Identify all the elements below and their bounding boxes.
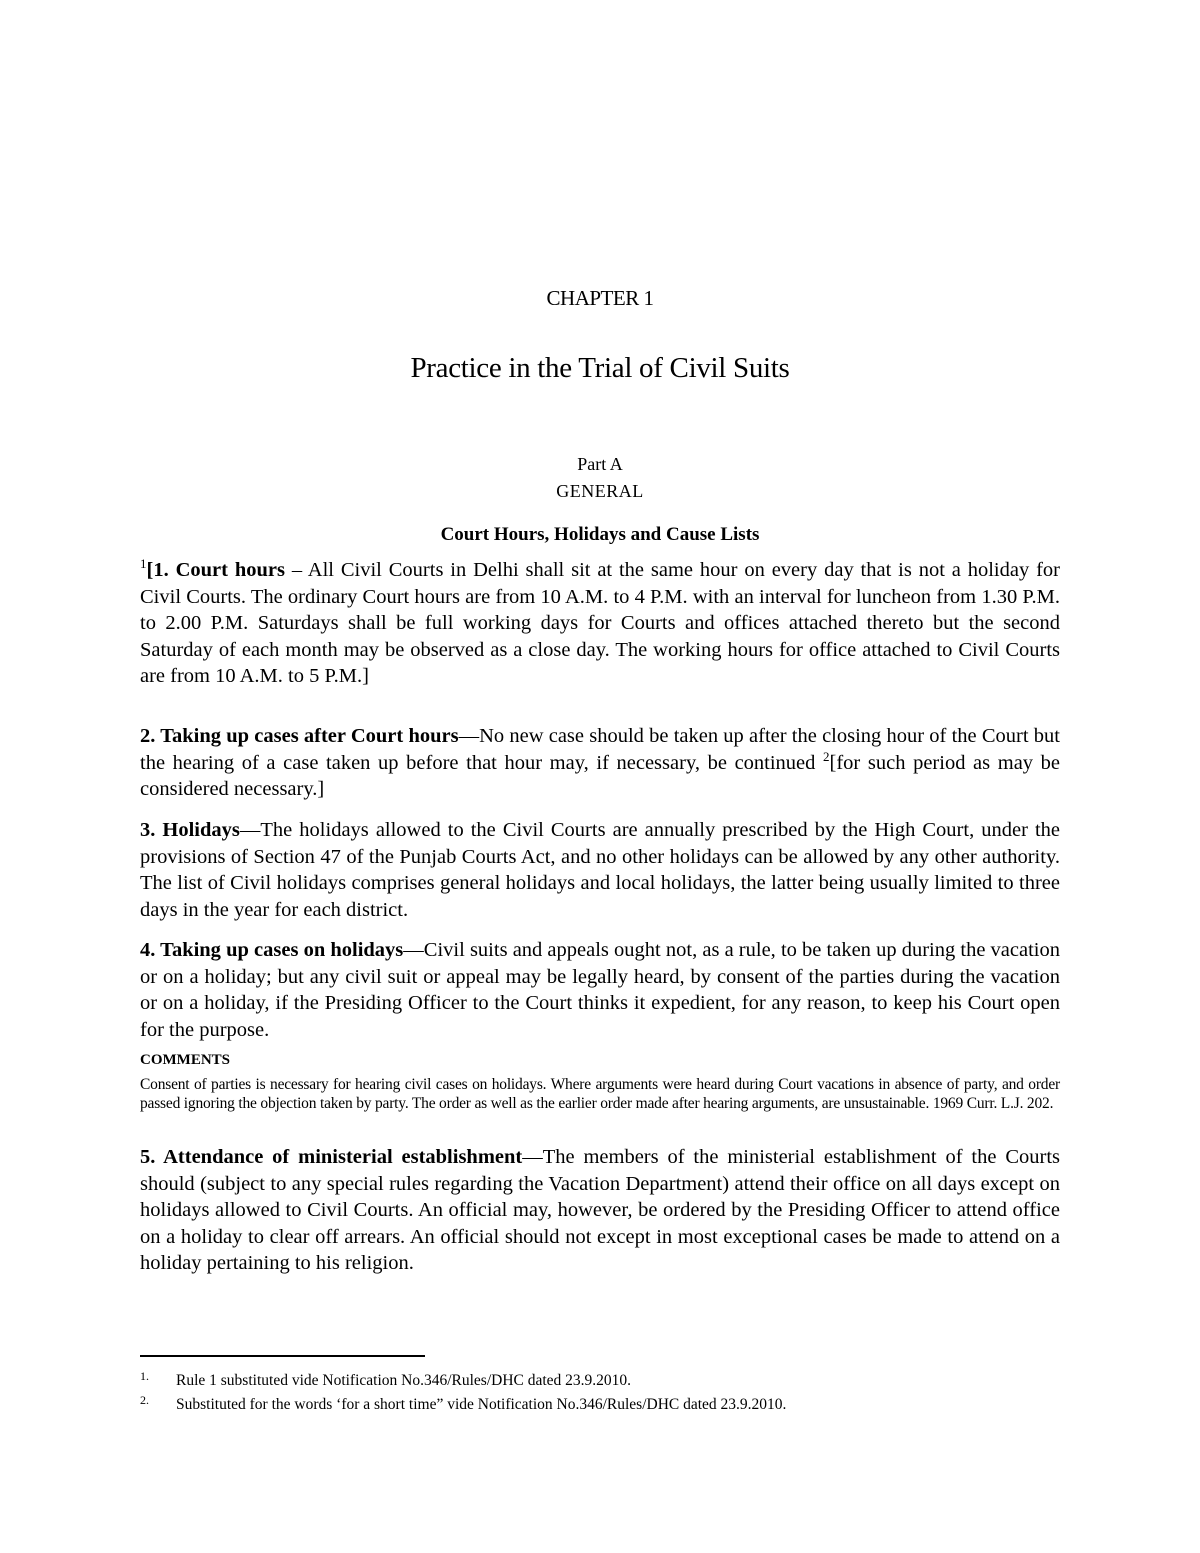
section-heading: Court Hours, Holidays and Cause Lists bbox=[440, 524, 760, 545]
footnote-1-mark: 1. bbox=[140, 1369, 149, 1383]
rule-5 bbox=[140, 1144, 1060, 1277]
rule-4 bbox=[140, 937, 1060, 1043]
rule-4-paragraph bbox=[140, 937, 1060, 1043]
footnote-ref-2[interactable]: 2 bbox=[823, 748, 830, 764]
rule-5-label: 5. Attendance of ministerial establishment bbox=[140, 1146, 523, 1168]
footnote-2-mark: 2. bbox=[140, 1393, 149, 1407]
rule-5-text: —The members of the ministerial establishment of the Courts should (subject to any special rules regarding the Vacation Department) attend their office on all days except on holidays allowed to Civil Courts. An official may, however, be ordered by the Presiding Officer to attend office on a holiday to clear off arrears. An official should not except in most exceptional cases be made to attend on a holiday pertaining to his religion. bbox=[140, 1146, 1060, 1274]
footnote-ref-1[interactable]: 1 bbox=[140, 556, 147, 571]
rule-1-paragraph bbox=[140, 557, 1060, 690]
footnote-2 bbox=[140, 1391, 1060, 1414]
footnote-1 bbox=[140, 1367, 1060, 1390]
rule-1-label: [1. Court hours bbox=[146, 559, 285, 581]
rule-1-text: – All Civil Courts in Delhi shall sit at the same hour on every day that is not a holiday for Civil Courts. The ordinary Court hours are from 10 A.M. to 4 P.M. with an interval for luncheon from 1.30 P.M. to 2.00 P.M. Saturdays shall be full working days for Courts and offices attached thereto but the second Saturday of each month may be observed as a close day. The working hours for office attached to Civil Courts are from 10 A.M. to 5 P.M.] bbox=[140, 559, 1060, 687]
rule-2-text-amended: [for such period as may be considered necessary.] bbox=[140, 751, 1061, 800]
rule-3 bbox=[140, 817, 1060, 923]
rule-2 bbox=[140, 723, 1060, 803]
rule-3-text: —The holidays allowed to the Civil Courts are annually prescribed by the High Court, under the provisions of Section 47 of the Punjab Courts Act, and no other holidays can be allowed by any other authority. The list of Civil holidays comprises general holidays and local holidays, the latter being usually limited to three days in the year for each district. bbox=[140, 819, 1060, 921]
comments-text: Consent of parties is necessary for hearing civil cases on holidays. Where arguments were heard during Court vacations in absence of party, and order passed ignoring the objection taken by party. The order as well as the earlier order made after hearing arguments, are unsustainable. 1969 Curr. L.J. 202. bbox=[140, 1076, 1060, 1112]
footnote-divider bbox=[140, 1355, 425, 1357]
rule-1 bbox=[140, 557, 1060, 690]
rule-3-label: 3. Holidays bbox=[140, 819, 240, 841]
rule-5-paragraph bbox=[140, 1144, 1060, 1277]
section-label: GENERAL bbox=[556, 481, 644, 501]
footnote-2-text: Substituted for the words ‘for a short time” vide Notification No.346/Rules/DHC dated 23.9.2010. bbox=[176, 1396, 787, 1413]
rule-2-paragraph bbox=[140, 723, 1060, 803]
rule-4-text: —Civil suits and appeals ought not, as a rule, to be taken up during the vacation or on a holiday; but any civil suit or appeal may be legally heard, by consent of the parties during the vacation or on a holiday, if the Presiding Officer to the Court thinks it expedient, for any reason, to keep his Court open for the purpose. bbox=[140, 939, 1060, 1041]
part-label: Part A bbox=[577, 454, 623, 474]
rule-3-paragraph bbox=[140, 817, 1060, 923]
comments-heading: COMMENTS bbox=[140, 1052, 230, 1068]
chapter-title: Practice in the Trial of Civil Suits bbox=[410, 352, 790, 384]
rule-4-label: 4. Taking up cases on holidays bbox=[140, 939, 404, 961]
rule-2-label: 2. Taking up cases after Court hours bbox=[140, 725, 459, 747]
rule-2-text: —No new case should be taken up after the closing hour of the Court but the hearing of a case taken up before that hour may, if necessary, be continued bbox=[140, 725, 1060, 774]
footnote-1-text: Rule 1 substituted vide Notification No.346/Rules/DHC dated 23.9.2010. bbox=[176, 1372, 632, 1389]
chapter-label: CHAPTER 1 bbox=[546, 286, 654, 310]
